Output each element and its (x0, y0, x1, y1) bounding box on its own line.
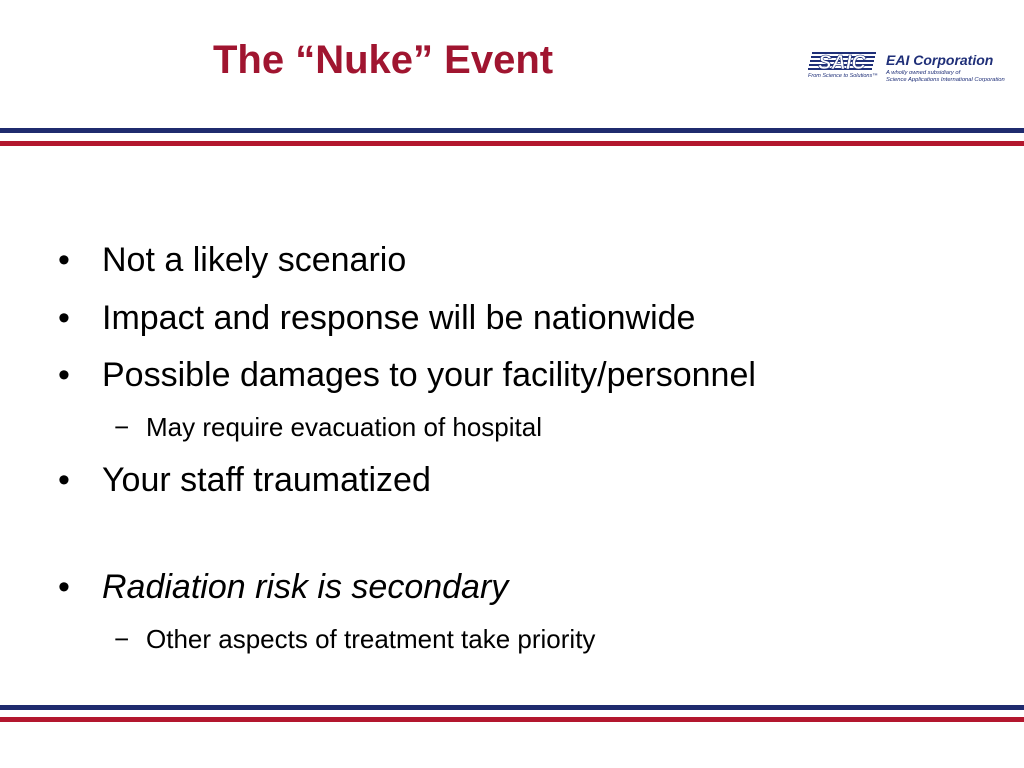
sub-bullet-item (114, 624, 595, 655)
sub-bullet-text: May require evacuation of hospital (146, 412, 543, 442)
company-subtitle-line1: A wholly owned subsidiary of (886, 70, 961, 76)
bullet-text: Not a likely scenario (102, 241, 407, 279)
svg-text:SAIC: SAIC (818, 52, 866, 74)
sub-bullet-text: Other aspects of treatment take priority (146, 624, 596, 654)
sub-bullet-item (114, 412, 542, 443)
bullet-item (58, 241, 406, 280)
sub-bullet-marker: − (114, 412, 130, 442)
bullet-marker: • (58, 241, 70, 279)
bottom-rule-blue (0, 705, 1024, 710)
bottom-rule-red (0, 717, 1024, 722)
bullet-text: Impact and response will be nationwide (102, 299, 696, 337)
sub-bullet-marker: − (114, 624, 130, 654)
bullet-item (58, 461, 431, 500)
company-name: EAI Corporation (886, 52, 994, 68)
bullet-text: Possible damages to your facility/personnel (102, 356, 756, 394)
logo-tagline: From Science to Solutions™ (808, 73, 878, 79)
company-subtitle-line2: Science Applications International Corporation (886, 76, 1005, 83)
bullet-text: Your staff traumatized (102, 461, 431, 499)
slide-title: The “Nuke” Event (213, 38, 554, 82)
bullet-item-emphasis (58, 568, 508, 607)
bullet-marker: • (58, 356, 70, 394)
bullet-item (58, 299, 695, 338)
bullet-item (58, 356, 756, 395)
bullet-marker: • (58, 461, 70, 499)
bullet-marker: • (58, 568, 70, 606)
bullet-text: Radiation risk is secondary (102, 568, 509, 606)
bullet-marker: • (58, 299, 70, 337)
